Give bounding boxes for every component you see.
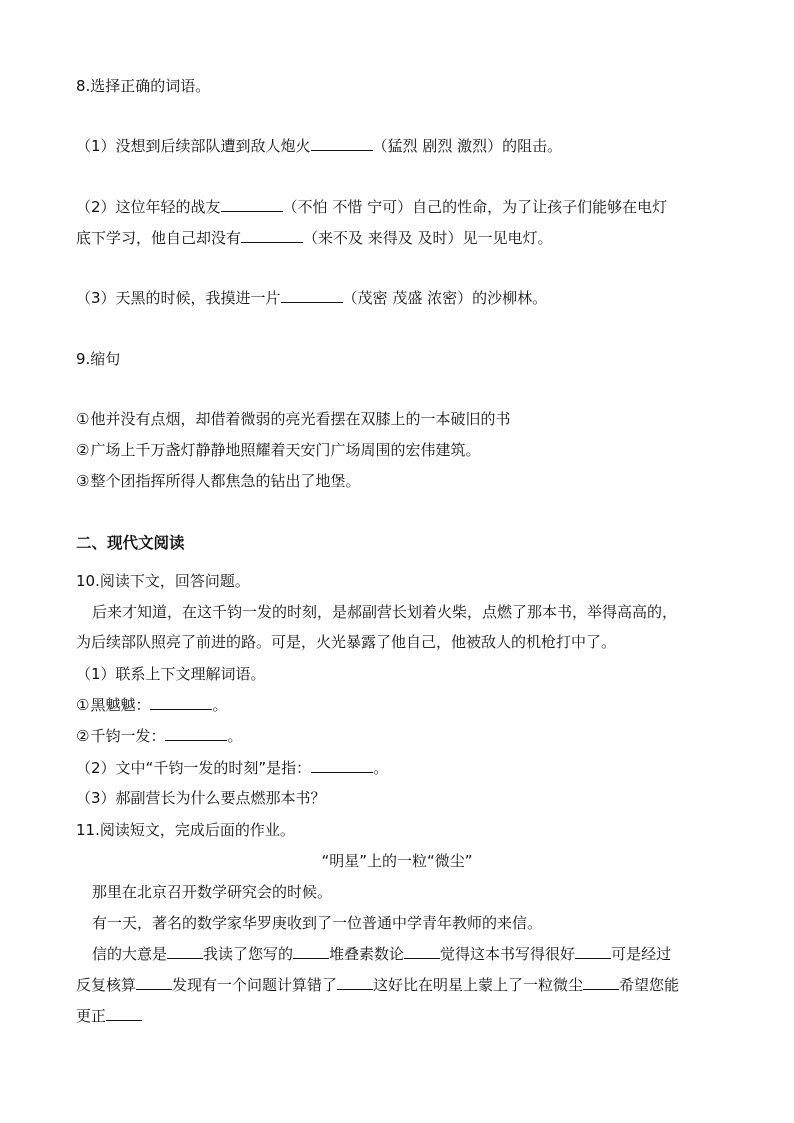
punctuation-blank[interactable]: [404, 944, 440, 959]
punctuation-blank[interactable]: [583, 975, 619, 990]
item-number: ③: [76, 472, 90, 490]
item-number: ②: [76, 727, 90, 745]
q8-sentence-1: [76, 136, 562, 156]
q10-title: 10.阅读下文，回答问题。: [76, 572, 250, 590]
q8-s3-text-before: （3）天黑的时候，我摸进一片: [76, 289, 281, 307]
answer-blank[interactable]: [150, 695, 212, 710]
segment: 希望您能: [619, 976, 680, 994]
segment: 可是经过: [611, 945, 672, 963]
q10-sub-3: （3）郝副营长为什么要点燃那本书？: [76, 789, 326, 807]
word-label: 黑魆魆：: [90, 696, 151, 714]
punctuation-blank[interactable]: [337, 975, 373, 990]
q11-title: 11.阅读短文，完成后面的作业。: [76, 821, 295, 839]
period: 。: [212, 696, 228, 714]
q9-item-1: [76, 409, 510, 429]
q8-sentence-2-cont: [76, 228, 553, 248]
item-number: ①: [76, 696, 90, 714]
q8-s2-text-after: （不怕 不惜 宁可）自己的性命，为了让孩子们能够在电灯: [282, 198, 668, 216]
sub-question-text: （2）文中“千钧一发的时刻”是指：: [76, 759, 312, 777]
answer-blank[interactable]: [311, 758, 373, 773]
q10-sub-1: （1）联系上下文理解词语。: [76, 665, 266, 683]
answer-blank[interactable]: [221, 197, 283, 212]
punctuation-blank[interactable]: [575, 944, 611, 959]
answer-blank[interactable]: [241, 228, 303, 243]
answer-blank[interactable]: [165, 726, 227, 741]
q10-passage-line-1: 后来才知道，在这千钧一发的时刻，是郝副营长划着火柴，点燃了那本书，举得高高的，: [92, 603, 678, 621]
q10-word-1: [76, 695, 227, 715]
story-paragraph-3-line-3: [76, 1006, 142, 1026]
segment: 发现有一个问题计算错了: [172, 976, 338, 994]
section-heading: 二、现代文阅读: [76, 534, 185, 552]
q8-s1-text-before: （1）没想到后续部队遭到敌人炮火: [76, 137, 311, 155]
item-number: ②: [76, 441, 90, 459]
item-text: 整个团指挥所得人都焦急的钻出了地堡。: [90, 472, 361, 490]
story-title: “明星”上的一粒“微尘”: [321, 852, 473, 870]
story-paragraph-2: 有一天，著名的数学家华罗庚收到了一位普通中学青年教师的来信。: [92, 914, 543, 932]
segment: 更正: [76, 1007, 107, 1025]
segment: 堆叠素数论: [329, 945, 405, 963]
story-paragraph-3-line-1: [92, 944, 671, 964]
q10-word-2: [76, 726, 242, 746]
q8-s2b-text-before: 底下学习，他自己却没有: [76, 229, 242, 247]
item-text: 广场上千万盏灯静静地照耀着天安门广场周围的宏伟建筑。: [90, 441, 481, 459]
q8-s3-text-after: （茂密 茂盛 浓密）的沙柳林。: [342, 289, 548, 307]
period: 。: [227, 727, 243, 745]
punctuation-blank[interactable]: [167, 944, 203, 959]
q9-title: 9.缩句: [76, 350, 121, 368]
answer-blank[interactable]: [281, 288, 343, 303]
q8-title: 8.选择正确的词语。: [76, 77, 211, 95]
q8-s2-text-before: （2）这位年轻的战友: [76, 198, 221, 216]
item-text: 他并没有点烟，却借着微弱的亮光看摆在双膝上的一本破旧的书: [90, 410, 511, 428]
q8-s1-text-after: （猛烈 剧烈 激烈）的阻击。: [372, 137, 563, 155]
segment: 我读了您写的: [203, 945, 294, 963]
story-paragraph-1: 那里在北京召开数学研究会的时候。: [92, 883, 333, 901]
punctuation-blank[interactable]: [106, 1006, 142, 1021]
item-number: ①: [76, 410, 90, 428]
q9-item-2: [76, 440, 480, 460]
q8-sentence-2: [76, 197, 667, 217]
story-paragraph-3-line-2: [76, 975, 679, 995]
q10-sub-2: [76, 758, 388, 778]
q9-item-3: [76, 471, 360, 491]
word-label: 千钧一发：: [90, 727, 166, 745]
punctuation-blank[interactable]: [136, 975, 172, 990]
segment: 反复核算: [76, 976, 137, 994]
period: 。: [373, 759, 389, 777]
q10-passage-line-2: 为后续部队照亮了前进的路。可是，火光暴露了他自己，他被敌人的机枪打中了。: [76, 633, 617, 651]
q8-s2b-text-after: （来不及 来得及 及时）见一见电灯。: [303, 229, 553, 247]
segment: 信的大意是: [92, 945, 168, 963]
punctuation-blank[interactable]: [293, 944, 329, 959]
q8-sentence-3: [76, 288, 547, 308]
segment: 这好比在明星上蒙上了一粒微尘: [373, 976, 584, 994]
segment: 觉得这本书写得很好: [440, 945, 576, 963]
answer-blank[interactable]: [311, 136, 373, 151]
